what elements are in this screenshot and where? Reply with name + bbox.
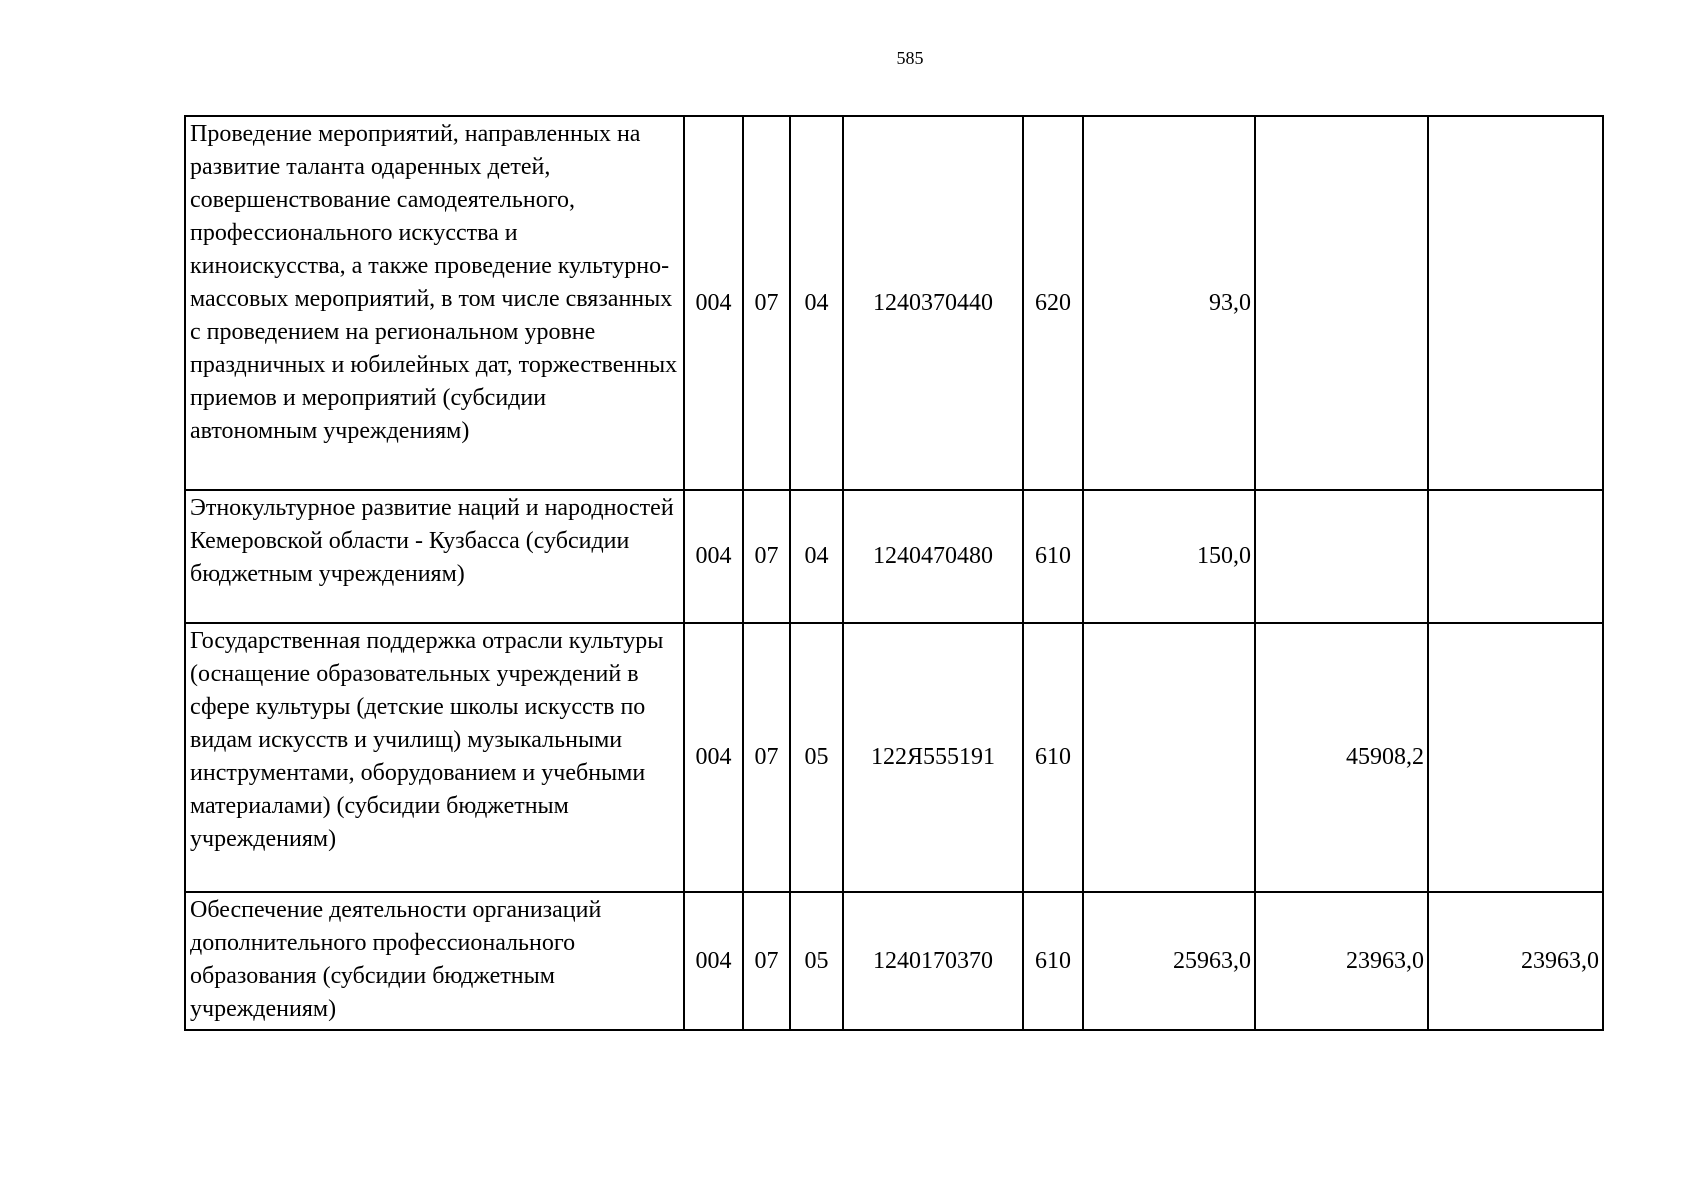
amount-2-cell xyxy=(1255,490,1428,623)
section-code-cell: 07 xyxy=(743,892,790,1030)
section-code-cell: 07 xyxy=(743,116,790,490)
subsection-code-cell: 04 xyxy=(790,490,843,623)
section-code-cell: 07 xyxy=(743,623,790,892)
expense-type-cell: 610 xyxy=(1023,490,1083,623)
expense-name-cell: Этнокультурное развитие наций и народностей Кемеровской области - Кузбасса (субсидии бюджетным учреждениям) xyxy=(185,490,684,623)
table-row xyxy=(185,490,1603,623)
target-article-cell: 1240170370 xyxy=(843,892,1023,1030)
expense-name-cell: Обеспечение деятельности организаций дополнительного профессионального образования (субсидии бюджетным учреждениям) xyxy=(185,892,684,1030)
amount-1-cell xyxy=(1083,623,1255,892)
amount-1-cell: 150,0 xyxy=(1083,490,1255,623)
expense-name-cell: Государственная поддержка отрасли культуры (оснащение образовательных учреждений в сфере культуры (детские школы искусств по видам искусств и училищ) музыкальными инструментами, оборудованием и учебными материалами) (субсидии бюджетным учреждениям) xyxy=(185,623,684,892)
ministry-code-cell: 004 xyxy=(684,490,743,623)
table-row xyxy=(185,892,1603,1030)
table-row xyxy=(185,623,1603,892)
amount-3-cell xyxy=(1428,116,1603,490)
amount-3-cell: 23963,0 xyxy=(1428,892,1603,1030)
ministry-code-cell: 004 xyxy=(684,623,743,892)
expense-type-cell: 620 xyxy=(1023,116,1083,490)
target-article-cell: 1240470480 xyxy=(843,490,1023,623)
amount-3-cell xyxy=(1428,490,1603,623)
page-number: 585 xyxy=(896,48,924,68)
amount-2-cell: 23963,0 xyxy=(1255,892,1428,1030)
expense-name-cell: Проведение мероприятий, направленных на развитие таланта одаренных детей, совершенствование самодеятельного, профессионального искусства и киноискусства, а также проведение культурно-массовых мероприятий, в том числе связанных с проведением на региональном уровне праздничных и юбилейных дат, торжественных приемов и мероприятий (субсидии автономным учреждениям) xyxy=(185,116,684,490)
target-article-cell: 122Я555191 xyxy=(843,623,1023,892)
ministry-code-cell: 004 xyxy=(684,892,743,1030)
amount-2-cell xyxy=(1255,116,1428,490)
amount-1-cell: 93,0 xyxy=(1083,116,1255,490)
ministry-code-cell: 004 xyxy=(684,116,743,490)
target-article-cell: 1240370440 xyxy=(843,116,1023,490)
amount-2-cell: 45908,2 xyxy=(1255,623,1428,892)
expense-type-cell: 610 xyxy=(1023,892,1083,1030)
section-code-cell: 07 xyxy=(743,490,790,623)
expense-type-cell: 610 xyxy=(1023,623,1083,892)
amount-1-cell: 25963,0 xyxy=(1083,892,1255,1030)
budget-table xyxy=(184,115,1604,1031)
subsection-code-cell: 05 xyxy=(790,892,843,1030)
subsection-code-cell: 04 xyxy=(790,116,843,490)
subsection-code-cell: 05 xyxy=(790,623,843,892)
table-row xyxy=(185,116,1603,490)
amount-3-cell xyxy=(1428,623,1603,892)
